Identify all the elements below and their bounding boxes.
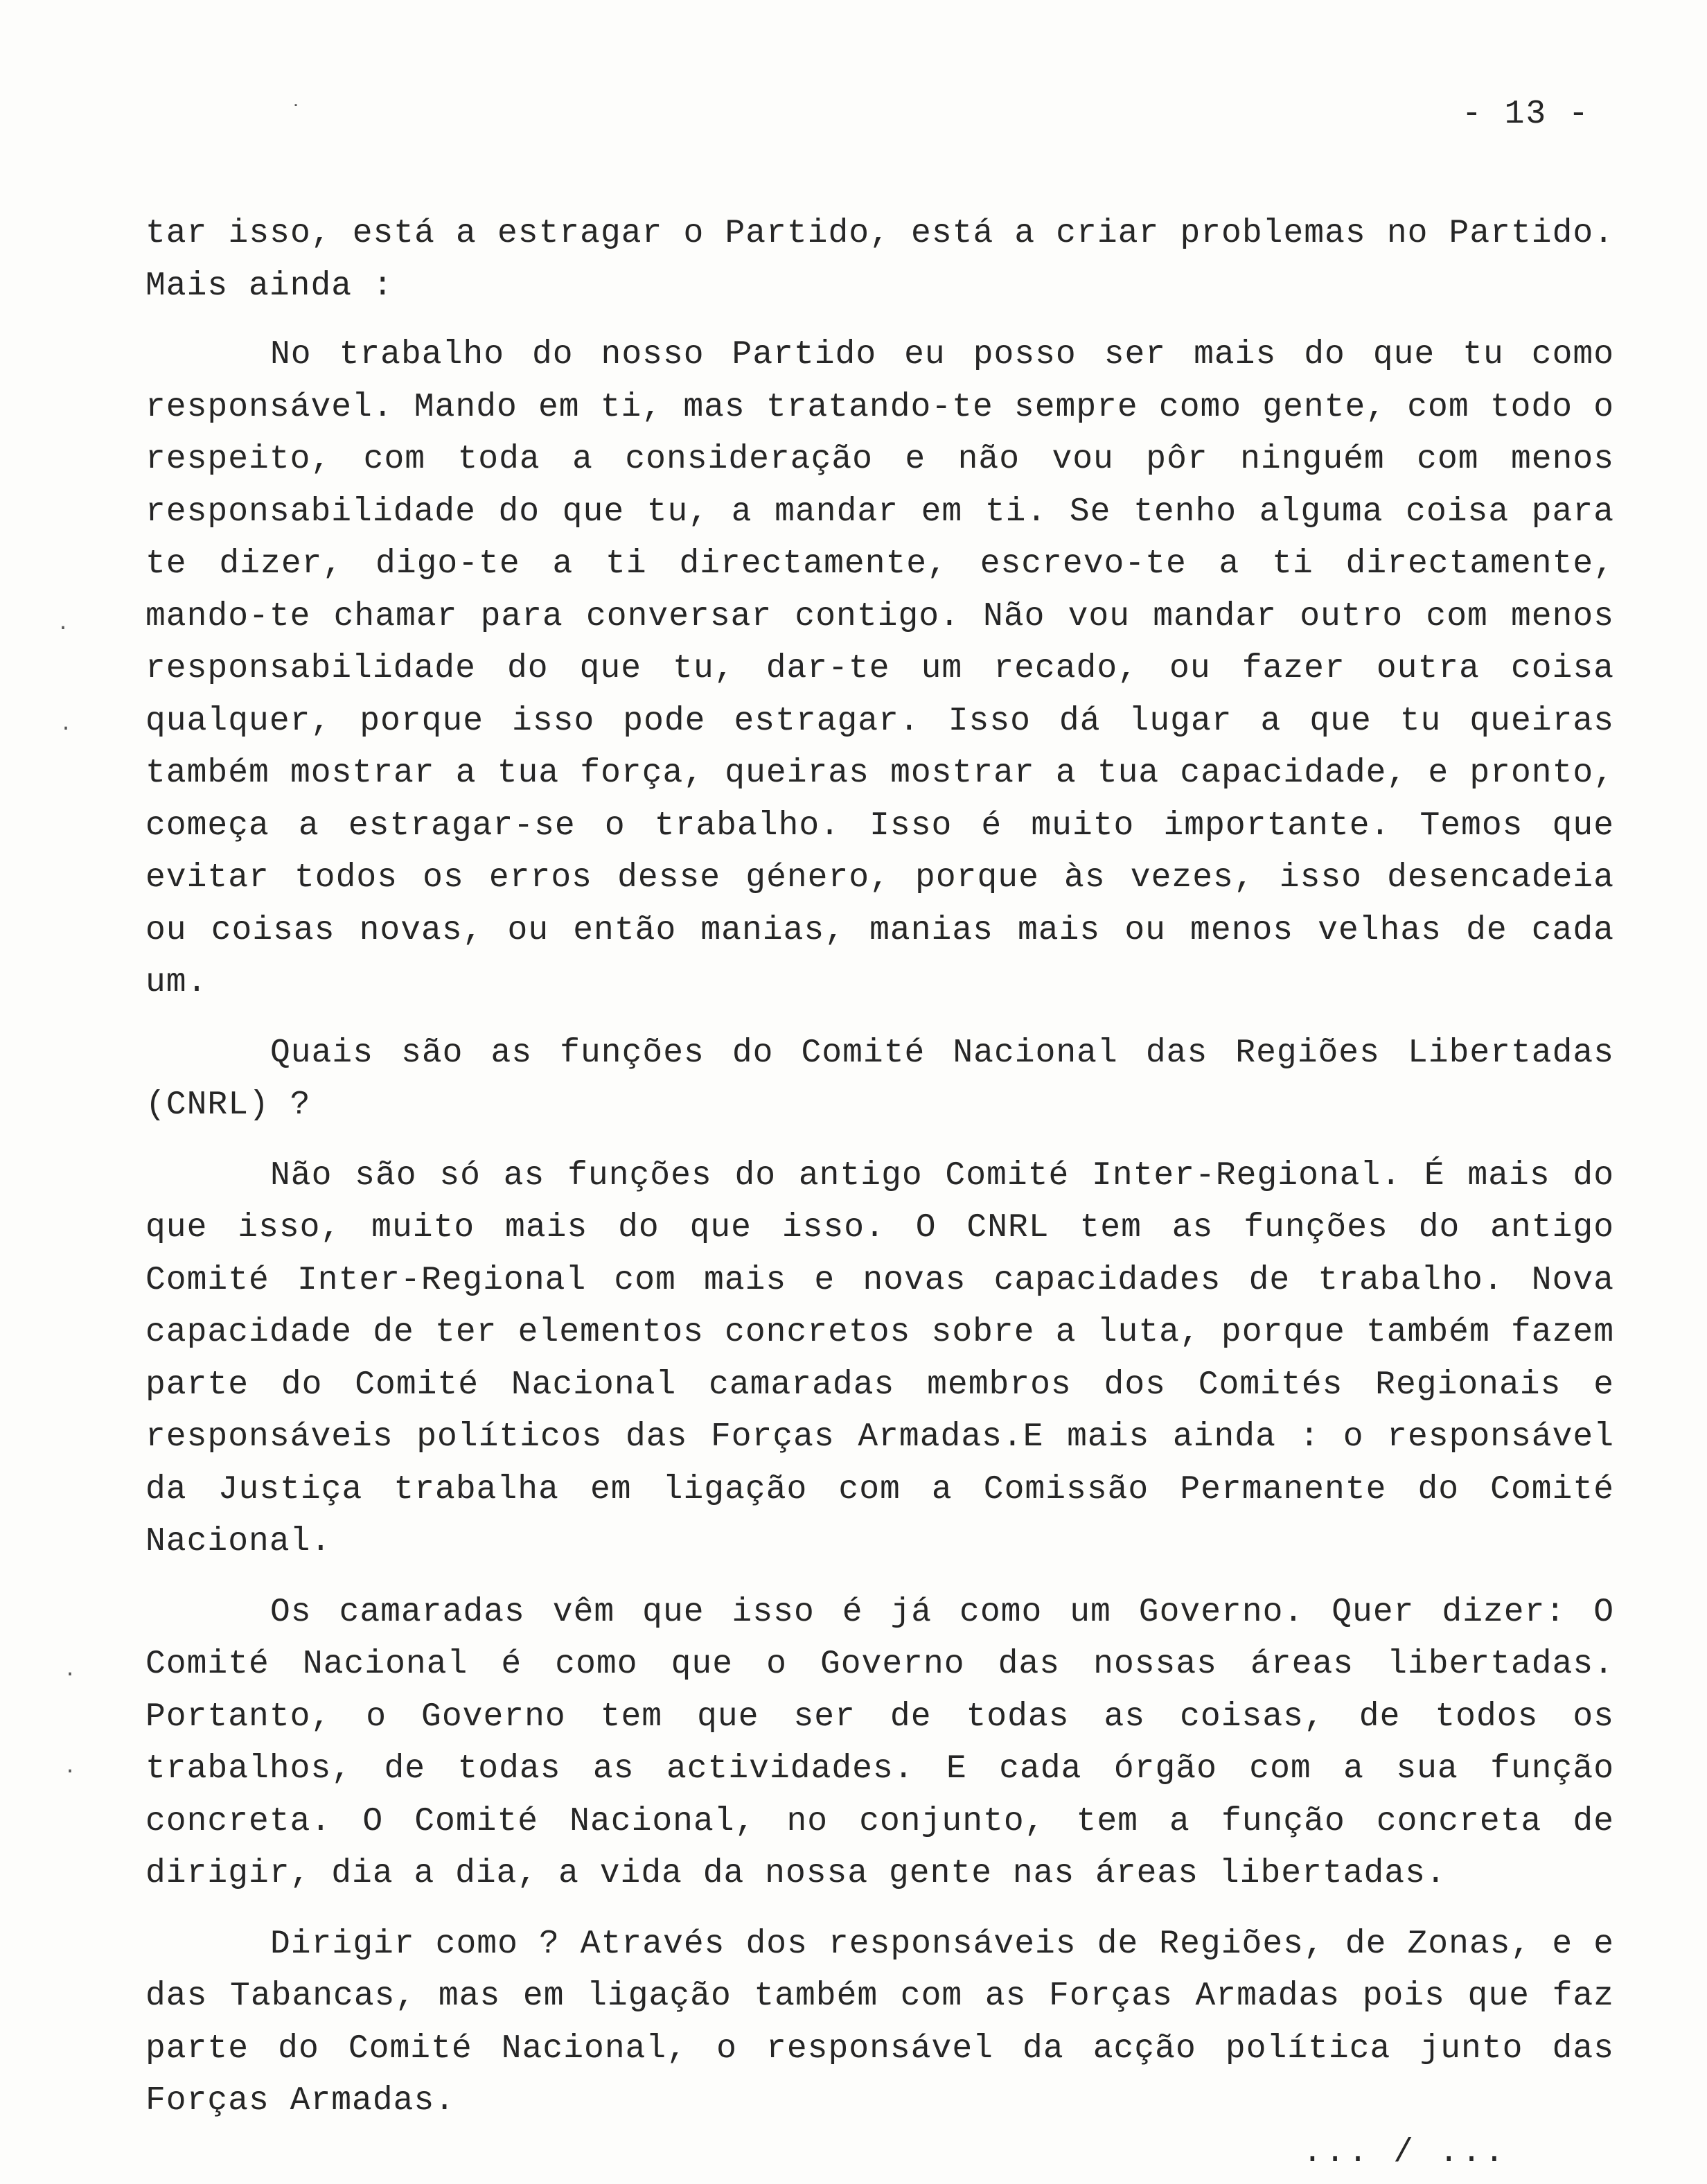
- scan-speck: ·: [57, 617, 70, 640]
- continuation-marker: ... / ...: [1302, 2134, 1507, 2172]
- paragraph-continuation: tar isso, está a estragar o Partido, está a criar problemas no Partido. Mais ainda :: [145, 215, 1614, 305]
- scan-speck: ·: [60, 717, 73, 741]
- paragraph-question-cnrl: Quais são as funções do Comité Nacional das Regiões Libertadas (CNRL) ?: [145, 1034, 1614, 1124]
- scan-speck: ·: [64, 1663, 77, 1687]
- paragraph-direction: Dirigir como ? Através dos responsáveis de Regiões, de Zonas, e e das Tabancas, mas em ligação também com as Forças Armadas pois que faz parte do Comité Nacional, o responsável da acção política junto das Forças Armadas.: [145, 1925, 1614, 2120]
- paragraph-cnrl-functions: Não são só as funções do antigo Comité Inter-Regional. É mais do que isso, muito mais do que isso. O CNRL tem as funções do antigo Comité Inter-Regional com mais e novas capacidades de trabalho. Nova capacidade de ter elementos concretos sobre a luta, porque também fazem parte do Comité Nacional camaradas membros dos Comités Regionais e responsáveis políticos das Forças Armadas.E mais ainda : o responsável da Justiça trabalha em ligação com a Comissão Permanente do Comité Nacional.: [145, 1156, 1614, 1560]
- paragraph-responsibility: No trabalho do nosso Partido eu posso ser mais do que tu como responsável. Mando em ti, mas tratando-te sempre como gente, com todo o respeito, com toda a consideração e não vou pôr ninguém com menos responsabilidade do que tu, a mandar em ti. Se tenho alguma coisa para te dizer, digo-te a ti directamente, escrevo-te a ti directamente, mando-te chamar para conversar contigo. Não vou mandar outro com menos responsabilidade do que tu, dar-te um recado, ou fazer outra coisa qualquer, porque isso pode estragar. Isso dá lugar a que tu queiras também mostrar a tua força, queiras mostrar a tua capacidade, e pronto, começa a estragar-se o trabalho. Isso é muito importante. Temos que evitar todos os erros desse género, porque às vezes, isso desencadeia ou coisas novas, ou então manias, manias mais ou menos velhas de cada um.: [145, 336, 1614, 1001]
- paragraph-government: Os camaradas vêm que isso é já como um Governo. Quer dizer: O Comité Nacional é como que o Governo das nossas áreas libertadas. Portanto, o Governo tem que ser de todas as coisas, de todos os trabalhos, de todas as actividades. E cada órgão com a sua função concreta. O Comité Nacional, no conjunto, tem a função concreta de dirigir, dia a dia, a vida da nossa gente nas áreas libertadas.: [145, 1593, 1614, 1892]
- body-text: [145, 208, 1614, 2128]
- page-number: - 13 -: [1462, 96, 1590, 133]
- scan-speck: ·: [64, 1760, 77, 1784]
- scan-speck: ˙: [290, 103, 303, 126]
